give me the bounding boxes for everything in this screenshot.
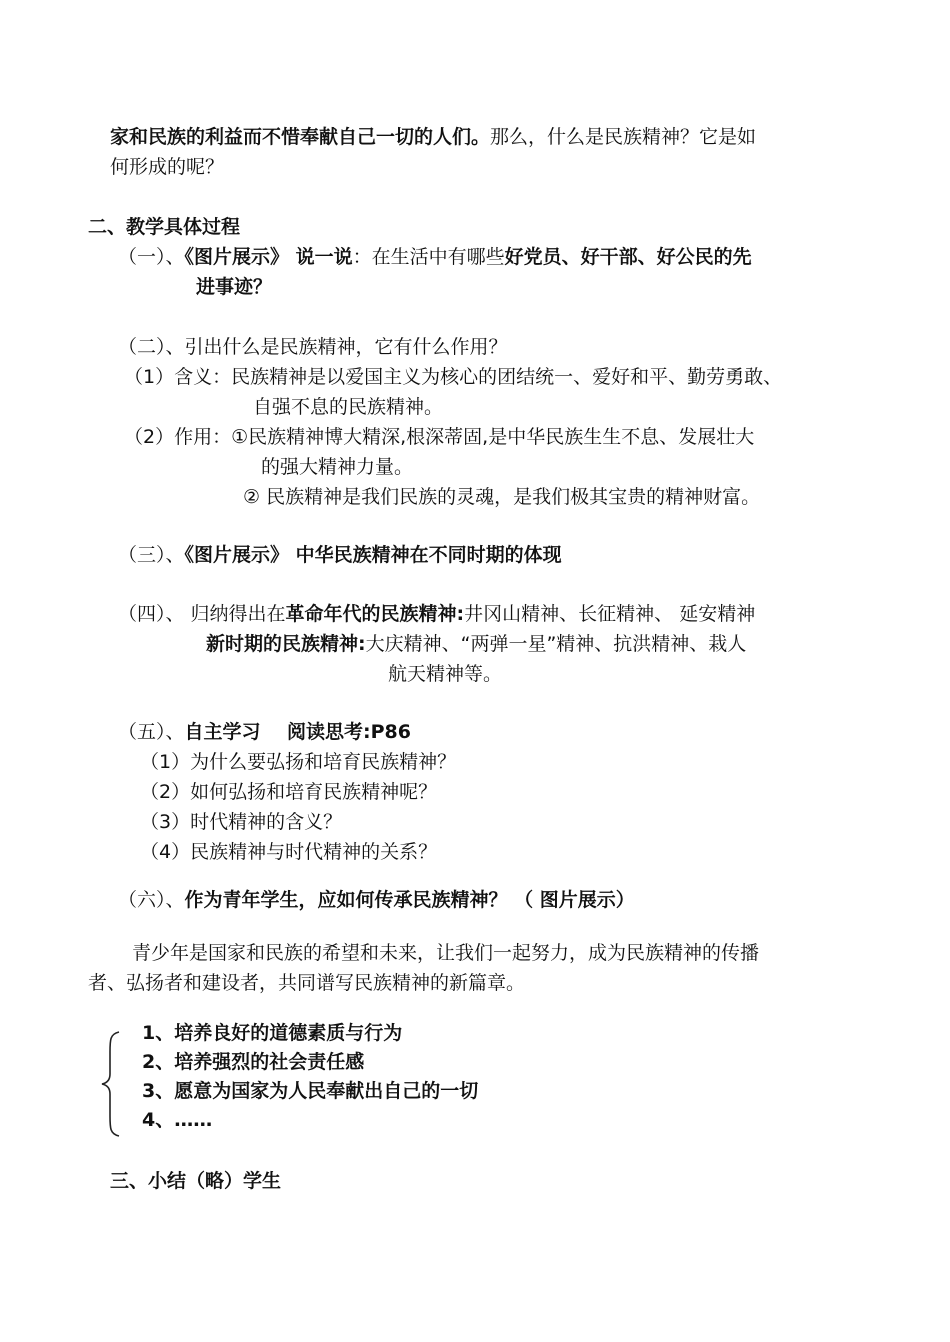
list-item: 2、培养强烈的社会责任感 — [142, 1051, 365, 1073]
role-line-1: （2）作用：①民族精神博大精深,根深蒂固,是中华民族生生不息、发展壮大 — [124, 426, 755, 448]
curly-brace-icon — [100, 1030, 122, 1138]
question-item: （1）为什么要弘扬和培育民族精神？ — [140, 751, 457, 773]
question-item: （4）民族精神与时代精神的关系？ — [140, 841, 438, 863]
list-item: 4、…… — [142, 1109, 213, 1131]
paragraph-line-1: 青少年是国家和民族的希望和未来，让我们一起努力，成为民族精神的传播 — [132, 942, 760, 964]
subsection-1-line-2: 进事迹？ — [196, 276, 273, 298]
intro-line-1: 家和民族的利益而不惜奉献自己一切的人们。那么，什么是民族精神？它是如 — [110, 126, 757, 148]
role-line-2: 的强大精神力量。 — [261, 456, 414, 478]
question-item: （2）如何弘扬和培育民族精神呢？ — [140, 781, 438, 803]
subsection-3-title: （三）、《图片展示》 中华民族精神在不同时期的体现 — [118, 544, 562, 566]
subsection-4-line-3: 航天精神等。 — [388, 663, 503, 685]
subsection-4-line-1: （四）、 归纳得出在革命年代的民族精神:井冈山精神、长征精神、 延安精神 — [118, 603, 756, 625]
definition-line-1: （1）含义：民族精神是以爱国主义为核心的团结统一、爱好和平、勤劳勇敢、 — [124, 366, 783, 388]
definition-line-2: 自强不息的民族精神。 — [253, 396, 444, 418]
subsection-2-title: （二）、引出什么是民族精神，它有什么作用？ — [118, 336, 508, 358]
paragraph-line-2: 者、弘扬者和建设者，共同谱写民族精神的新篇章。 — [88, 972, 526, 994]
subsection-6-title: （六）、作为青年学生，应如何传承民族精神？ （ 图片展示） — [118, 889, 635, 911]
list-item: 3、愿意为国家为人民奉献出自己的一切 — [142, 1080, 479, 1102]
subsection-1-line-1: （一）、《图片展示》 说一说：在生活中有哪些好党员、好干部、好公民的先 — [118, 246, 752, 268]
subsection-5-title: （五）、自主学习 阅读思考:P86 — [118, 721, 411, 743]
role-line-3: ② 民族精神是我们民族的灵魂，是我们极其宝贵的精神财富。 — [243, 486, 761, 508]
section-heading-2: 二、教学具体过程 — [88, 216, 241, 238]
question-item: （3）时代精神的含义？ — [140, 811, 343, 833]
list-item: 1、培养良好的道德素质与行为 — [142, 1022, 403, 1044]
intro-line-2: 何形成的呢？ — [110, 156, 225, 178]
section-heading-3: 三、小结（略）学生 — [110, 1170, 282, 1192]
subsection-4-line-2: 新时期的民族精神:大庆精神、“两弹一星”精神、抗洪精神、栽人 — [206, 633, 747, 655]
